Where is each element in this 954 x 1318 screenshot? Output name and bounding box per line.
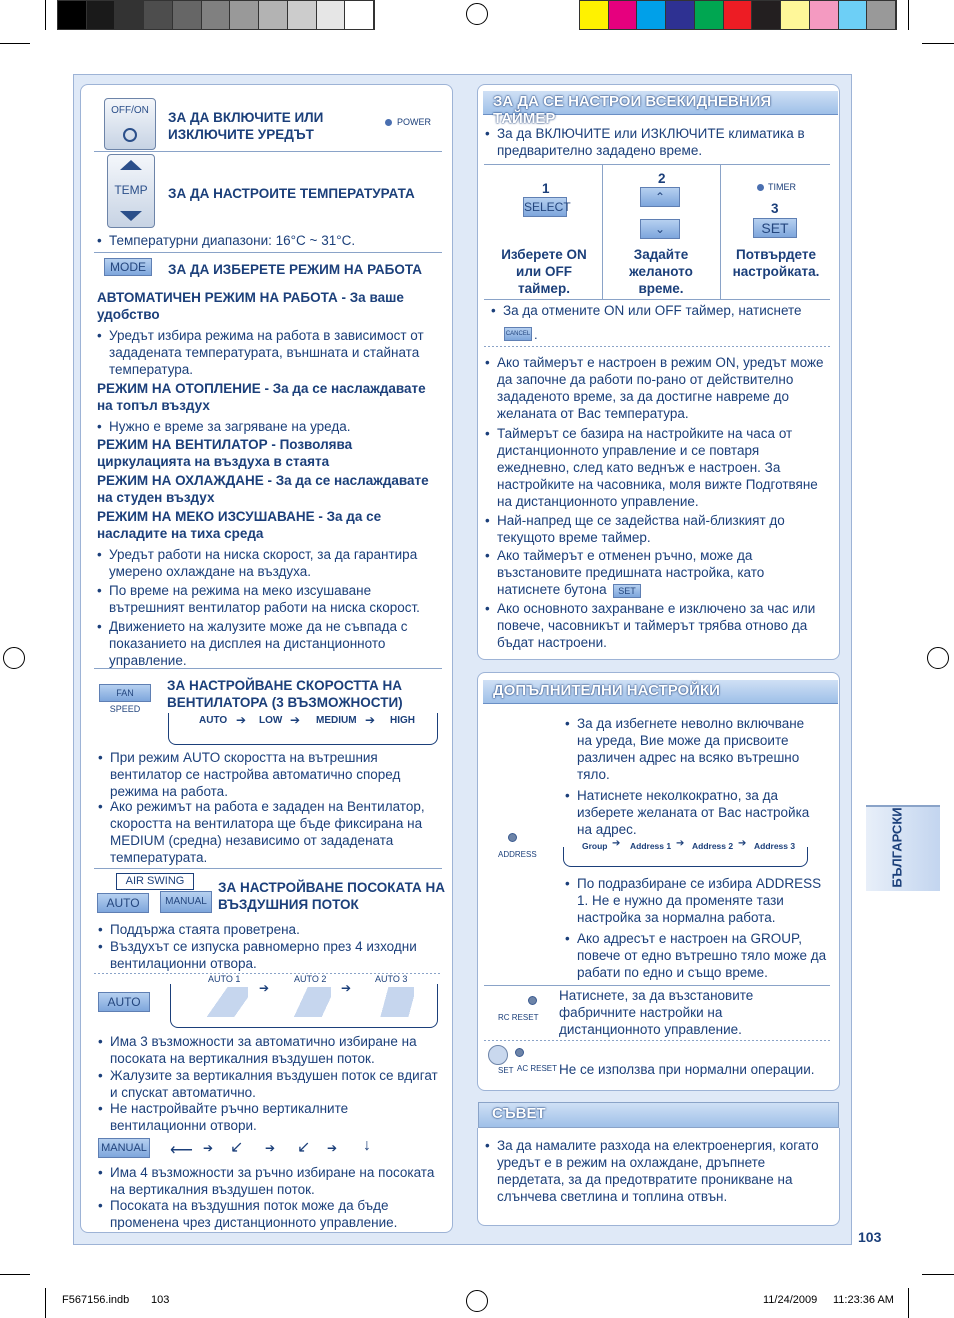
fan-speed-bullet-1: • При режим AUTO скоростта на вътрешния вентилатор се настройва автоматично според режима на работа. — [110, 749, 410, 800]
gray-swatch — [317, 1, 346, 29]
select-button[interactable]: SELECT — [523, 197, 567, 217]
auto-3-label: AUTO 3 — [375, 974, 408, 984]
arrow-right-icon: ➔ — [203, 1141, 214, 1155]
temp-label: TEMP — [114, 183, 148, 197]
auto-swing-button[interactable]: AUTO — [98, 992, 150, 1012]
arrow-right-icon: ➔ — [236, 713, 247, 727]
rc-reset-text: Натиснете, за да възстановите фабричните настройки на дистанционното управление. — [559, 988, 754, 1037]
fan-seq-medium: MEDIUM — [316, 715, 357, 726]
arrow-right-icon: ➔ — [259, 981, 270, 995]
color-swatch — [810, 1, 839, 29]
arrow-right-icon: ➔ — [365, 713, 376, 727]
extra-bullet-4: • Ако адресът е настроен на GROUP, повече от едно вътрешно тяло може да рабати по едно и също време. — [577, 930, 832, 981]
tip-text: • За да намалите разхода на електроенергия, когато уредът е в режим на охлаждане, дръпнете пердетата, за да предотвратите проникване на слънчева светлина и топлина отвън. — [497, 1137, 827, 1205]
step-2-text: Задайте желаното време. — [629, 247, 693, 296]
cancel-period: . — [534, 327, 538, 342]
arrow-right-icon: ➔ — [676, 838, 685, 849]
ac-reset-indicator-icon[interactable] — [515, 1048, 524, 1057]
registration-mark-icon — [927, 647, 949, 669]
color-swatch — [839, 1, 868, 29]
crop-mark — [922, 1274, 954, 1275]
gray-swatch — [230, 1, 259, 29]
step-1-text: Изберете ON или OFF таймер. — [501, 247, 587, 296]
registration-mark-icon — [466, 3, 488, 25]
footer-file-page: 103 — [151, 1294, 170, 1306]
air-swing-bullet-3: • Има 3 възможности за автоматично избиране на посоката на вертикалния въздушен поток. — [110, 1033, 440, 1067]
cancel-button[interactable]: CANCEL — [504, 327, 532, 341]
arrow-right-icon: ➔ — [265, 1141, 276, 1155]
color-swatch — [867, 1, 896, 29]
tip-title: СЪВЕТ — [492, 1105, 546, 1122]
timer-bullet-5: • Ако основното захранване е изключено за час или повече, часовникът и таймерът трябва отново да бъдат настроени. — [497, 600, 827, 651]
dry-mode-bullet-2: • По време на режима на меко изсушаване вътрешният вентилатор работи на ниска скорост. — [109, 582, 439, 616]
temp-range: • Температурни диапазони: 16°C ~ 31°C. — [109, 232, 439, 249]
fan-speed-title: ЗА НАСТРОЙВАНЕ СКОРОСТТА НА ВЕНТИЛАТОРА (3 ВЪЗМОЖНОСТИ) — [167, 678, 403, 710]
air-swing-bullet-7: • Посоката на въздушния поток може да бъде променена чрез дистанционното управление. — [110, 1197, 430, 1231]
gray-swatch — [115, 1, 144, 29]
set-label: SET — [498, 1066, 514, 1075]
fan-speed-button[interactable]: FAN SPEED — [99, 684, 151, 702]
timer-bullet-1: • Ако таймерът е настроен в режим ON, уредът може да започне да работи по-рано от действително зададеното време, за да достигне навреме до желаната от Вас температура. — [497, 354, 832, 422]
temp-title: ЗА ДА НАСТРОИТЕ ТЕМПЕРАТУРАТА — [168, 186, 415, 201]
address-label: ADDRESS — [498, 850, 537, 859]
footer-date: 11/24/2009 — [763, 1294, 818, 1306]
color-swatch — [609, 1, 638, 29]
mode-title: ЗА ДА ИЗБЕРЕТЕ РЕЖИМ НА РАБОТА — [168, 262, 423, 277]
heat-mode-bullet: • Нужно е време за загряване на уреда. — [109, 418, 439, 435]
gray-swatch — [288, 1, 317, 29]
gray-swatch — [58, 1, 87, 29]
arrow-right-icon: ➔ — [738, 838, 747, 849]
arrow-right-icon: ➔ — [290, 713, 301, 727]
heat-mode-heading: РЕЖИМ НА ОТОПЛЕНИЕ - За да се наслаждавате на топъл въздух — [97, 381, 426, 413]
gray-swatch — [345, 1, 374, 29]
dry-mode-bullet-3: • Движението на жалузите може да не съвпада с показанието на дисплея на дистанционното управление. — [109, 618, 419, 669]
gray-swatch — [144, 1, 173, 29]
divider — [484, 1040, 830, 1041]
gray-swatch — [87, 1, 116, 29]
color-swatch — [637, 1, 666, 29]
air-swing-bullet-6: • Има 4 възможности за ръчно избиране на посоката на вертикалния въздушен поток. — [110, 1164, 445, 1198]
air-swing-auto-button[interactable]: AUTO — [97, 893, 149, 913]
fan-seq-high: HIGH — [390, 715, 415, 726]
manual-position-3-icon: ↙ — [297, 1139, 311, 1156]
gray-swatch — [173, 1, 202, 29]
table-divider — [602, 164, 603, 300]
fan-seq-low: LOW — [259, 715, 283, 726]
power-indicator-icon — [385, 119, 392, 126]
onoff-title: ЗА ДА ВКЛЮЧИТЕ ИЛИ ИЗКЛЮЧИТЕ УРЕДЪТ — [168, 110, 324, 142]
color-swatch — [695, 1, 724, 29]
timer-title: ЗА ДА СЕ НАСТРОИ ВСЕКИДНЕВНИЯ ТАЙМЕР — [483, 91, 838, 115]
step-3-text: Потвърдете настройката. — [732, 247, 820, 279]
set-small-button[interactable]: SET — [613, 584, 641, 598]
footer-time: 11:23:36 AM — [833, 1294, 894, 1306]
timer-bullet-3: • Най-напред ще се задейства най-близкият до текущото време таймер. — [497, 512, 807, 546]
auto-mode-bullet: • Уредът избира режима на работа в зависимост от зададената температурата, външната и стайната температура. — [109, 327, 439, 378]
timer-bullet-4: • Ако таймерът е отменен ръчно, може да възстановите предишната настройка, като натиснете бутона — [497, 547, 787, 598]
manual-position-4-icon: ↓ — [363, 1137, 371, 1154]
crop-mark — [908, 1288, 909, 1318]
air-swing-bullet-1: • Поддържа стаята проветрена. — [110, 921, 430, 938]
divider — [484, 985, 830, 986]
crop-mark — [45, 0, 46, 30]
air-swing-bullet-5: • Не настройвайте ръчно вертикалните вентилационни отвори. — [110, 1100, 430, 1134]
extra-title: ДОПЪЛНИТЕЛНИ НАСТРОЙКИ — [483, 680, 838, 704]
crop-mark — [45, 1288, 46, 1318]
air-swing-title: ЗА НАСТРОЙВАНЕ ПОСОКАТА НА ВЪЗДУШНИЯ ПОТОК — [218, 880, 445, 912]
extra-bullet-3: • По подразбиране се избира ADDRESS 1. Не е нужно да променяте тази настройка за нормална работа. — [577, 875, 827, 926]
manual-swing-button[interactable]: MANUAL — [98, 1138, 150, 1158]
divider — [94, 668, 442, 669]
cool-mode-heading: РЕЖИМ НА ОХЛАЖДАНЕ - За да се наслаждавате на студен въздух — [97, 473, 429, 505]
time-up-button[interactable]: ⌃ — [640, 187, 680, 207]
fan-speed-bullet-2: • Ако режимът на работа е зададен на Вентилатор, скоростта на вентилатора ще бъде фиксирана на MEDIUM (средна) независимо от зададената температурата. — [110, 798, 430, 866]
timer-indicator-icon — [757, 184, 764, 191]
color-swatch — [752, 1, 781, 29]
color-swatch — [580, 1, 609, 29]
gray-swatch — [202, 1, 231, 29]
ac-reset-text: Не се използва при нормални операции. — [559, 1062, 815, 1077]
language-tab-label: БЪЛГАРСКИ — [889, 807, 905, 888]
crop-mark — [908, 0, 909, 30]
gray-swatch — [259, 1, 288, 29]
arrow-right-icon: ➔ — [327, 1141, 338, 1155]
gray-calibration-bar — [57, 0, 375, 30]
dry-mode-heading: РЕЖИМ НА МЕКО ИЗСУШАВАНЕ - За да се насладите на тиха среда — [97, 509, 382, 541]
cancel-instruction: • За да отмените ON или OFF таймер, натиснете — [503, 302, 823, 319]
crop-mark — [0, 1274, 30, 1275]
rc-reset-label: RC RESET — [498, 1013, 539, 1022]
registration-mark-icon — [3, 647, 25, 669]
divider — [484, 346, 830, 347]
manual-position-1-icon: ⟵ — [170, 1142, 193, 1159]
air-swing-bullet-2: • Въздухът се изпуска равномерно през 4 изходни вентилационни отвора. — [110, 938, 430, 972]
time-down-button[interactable]: ⌄ — [640, 219, 680, 239]
divider — [94, 868, 442, 869]
off-on-label: OFF/ON — [111, 105, 149, 116]
color-swatch — [666, 1, 695, 29]
swing-range-1-icon — [200, 987, 248, 1017]
extra-bullet-1: • За да избегнете неволно включване на уреда, Вие може да присвоите различен адрес на всяко вътрешно тяло. — [577, 715, 817, 783]
auto-mode-heading: АВТОМАТИЧЕН РЕЖИМ НА РАБОТА - За ваше удобство — [97, 290, 404, 322]
rc-reset-indicator-icon[interactable] — [528, 996, 537, 1005]
air-swing-manual-button[interactable]: MANUAL — [160, 891, 212, 913]
color-swatch — [724, 1, 753, 29]
crop-mark — [922, 43, 954, 44]
step-3-number: 3 — [771, 201, 779, 216]
arrow-right-icon: ➔ — [612, 838, 621, 849]
set-button[interactable]: SET — [753, 218, 797, 238]
power-label: POWER — [397, 117, 432, 127]
step-2-number: 2 — [658, 171, 666, 186]
timer-label: TIMER — [768, 182, 796, 192]
swing-range-2-icon — [283, 987, 331, 1017]
addr-seq-group: Group — [582, 841, 608, 851]
registration-mark-icon — [466, 1290, 488, 1312]
temp-up-icon[interactable] — [120, 160, 142, 170]
manual-position-2-icon: ↙ — [230, 1139, 244, 1156]
page-number: 103 — [858, 1229, 882, 1245]
fan-mode-heading: РЕЖИМ НА ВЕНТИЛАТОР - Позволява циркулацията на въздуха в стаята — [97, 437, 353, 469]
extra-bullet-2: • Натиснете неколкократно, за да изберете желаната от Вас настройка на адрес. — [577, 787, 817, 838]
set-round-button[interactable] — [488, 1045, 508, 1065]
color-calibration-bar — [579, 0, 897, 30]
temp-down-icon[interactable] — [120, 211, 142, 221]
timer-bullet-2: • Таймерът се базира на настройките на часа от дистанционното управление и се повтаря ежедневно, след като веднъж е настроен. За настройките на часовника, моля вижте Подготвяне на дистанционното управление. — [497, 425, 827, 510]
table-divider — [720, 164, 721, 300]
off-on-button[interactable] — [104, 98, 156, 150]
arrow-right-icon: ➔ — [341, 981, 352, 995]
fan-seq-auto: AUTO — [199, 715, 228, 726]
mode-button[interactable]: MODE — [104, 258, 152, 276]
addr-seq-2: Address 2 — [692, 841, 734, 851]
addr-seq-1: Address 1 — [630, 841, 672, 851]
step-1-number: 1 — [542, 181, 550, 196]
auto-2-label: AUTO 2 — [294, 974, 327, 984]
auto-1-label: AUTO 1 — [208, 974, 241, 984]
dry-mode-bullet-1: • Уредът работи на ниска скорост, за да гарантира умерено охлаждане на въздуха. — [109, 546, 439, 580]
air-swing-label: AIR SWING — [116, 873, 194, 890]
addr-seq-3: Address 3 — [754, 841, 796, 851]
divider — [94, 252, 442, 253]
swing-range-3-icon — [366, 987, 414, 1017]
timer-intro: • За да ВКЛЮЧИТЕ или ИЗКЛЮЧИТЕ климатика в предварително зададено време. — [497, 125, 822, 159]
power-symbol-icon — [123, 128, 137, 142]
air-swing-bullet-4: • Жалузите за вертикалния въздушен поток се вдигат и спускат автоматично. — [110, 1067, 445, 1101]
crop-mark — [0, 43, 30, 44]
address-indicator-icon — [508, 833, 517, 842]
ac-reset-label: AC RESET — [517, 1064, 558, 1073]
footer-file: F567156.indb — [62, 1294, 130, 1306]
color-swatch — [781, 1, 810, 29]
divider — [94, 151, 442, 152]
